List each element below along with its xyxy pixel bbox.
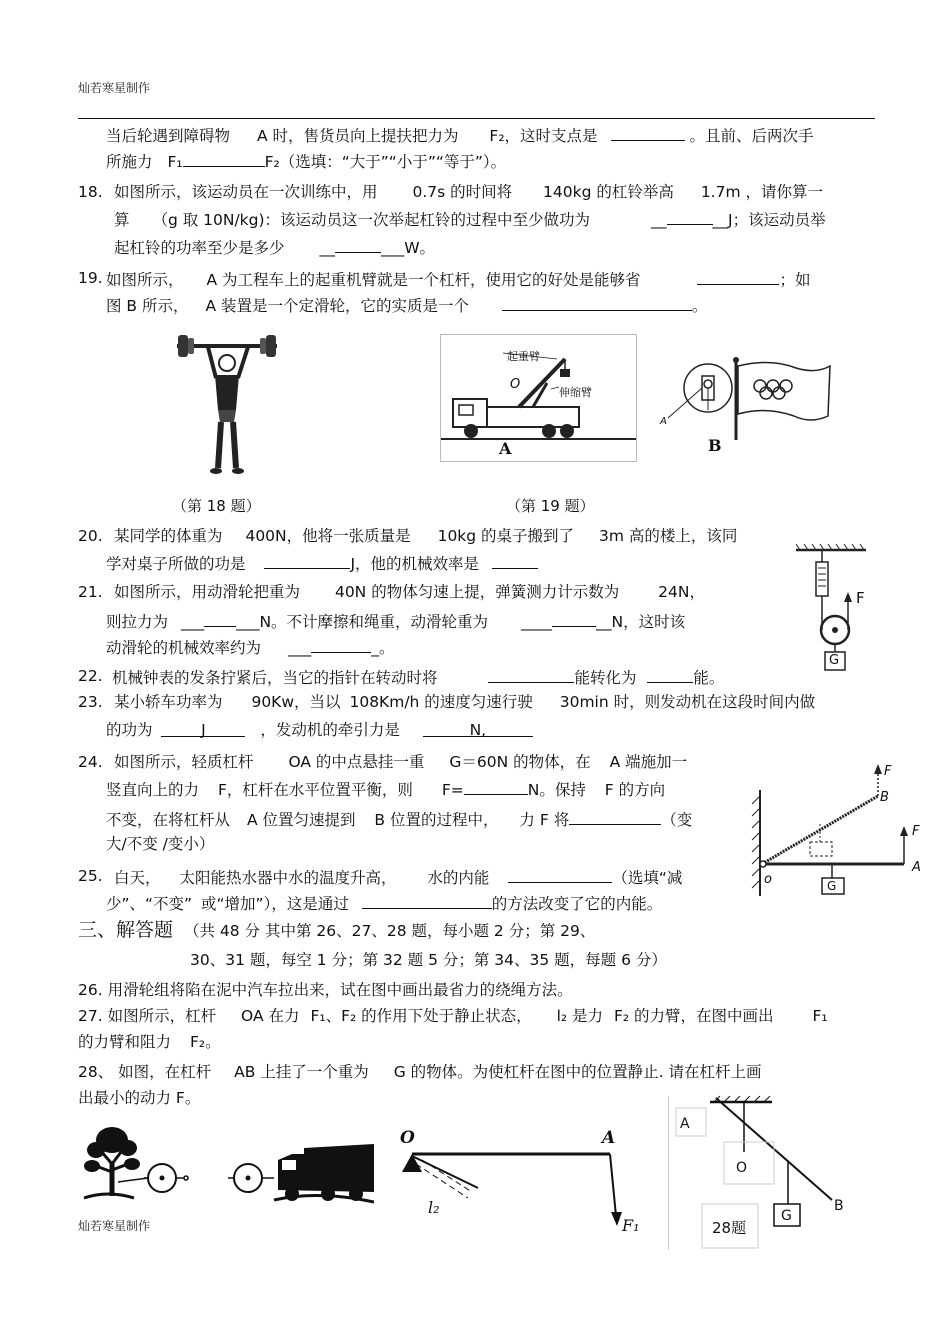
q21-blank-pulley[interactable] [552, 610, 596, 627]
q21-text: _。 [371, 639, 395, 657]
q25-line1 [114, 866, 682, 888]
q18-line3 [114, 236, 435, 258]
q18-text: （g 取 10N/kg)：该运动员这一次举起杠铃的过程中至少做功为 [152, 211, 591, 229]
q23-number: 23. [78, 693, 103, 711]
q24-text: G＝60N 的物体，在 [449, 753, 591, 771]
q17-text: F₂，这时支点是 [489, 127, 598, 145]
q19-line1 [106, 268, 810, 290]
lever-f2-label: F [912, 824, 920, 839]
q18-text: __ [651, 211, 667, 229]
q18-number: 18. [78, 183, 103, 201]
crane-extend-label: 伸缩臂 [559, 386, 592, 399]
q24-text: （变 [661, 811, 693, 829]
crane-a-label: A [499, 439, 512, 458]
q25-blank-method[interactable] [362, 892, 492, 909]
q27-l2-label: l₂ [428, 1198, 440, 1217]
q25-text: （选填“减 [612, 869, 683, 887]
q28-text: 如图，在杠杆 [118, 1063, 212, 1081]
q22-blank-from[interactable] [488, 666, 574, 683]
q21-text: ___ [287, 639, 312, 657]
q24-line1 [114, 752, 687, 772]
q24-line3 [106, 808, 692, 830]
q17-line2 [106, 150, 506, 172]
q25-blank-energy[interactable] [508, 866, 612, 883]
flag-pulley-figure [656, 354, 832, 460]
q20-blank-efficiency[interactable] [492, 552, 538, 569]
q27-line1 [78, 1006, 828, 1026]
q23-text: 的功为 [106, 721, 153, 739]
q19-number: 19. [78, 269, 103, 287]
q28-text: G 的物体。为使杠杆在图中的位置静止. 请在杠杆上画 [393, 1063, 762, 1081]
q21-number: 21. [78, 583, 103, 601]
pulley-truck-figure [78, 1120, 374, 1204]
q18-text: __J；该运动员举 [712, 211, 826, 229]
q17-blank-fulcrum[interactable] [611, 124, 685, 141]
q21-text: ____ [521, 613, 552, 631]
q28-o-label: O [736, 1160, 748, 1176]
movable-pulley-figure [792, 544, 874, 680]
q19-text: 。 [691, 297, 708, 315]
q25-text: 或“增加”），这是通过 [201, 895, 349, 913]
header-rule [78, 118, 875, 119]
q18-text: ___W。 [380, 239, 436, 257]
q20-line2 [106, 552, 538, 574]
q27-text: F₁ [812, 1007, 828, 1025]
q19-blank-essence[interactable] [502, 294, 692, 311]
q25-number: 25. [78, 867, 103, 885]
q27-text: l₂ 是力 [556, 1007, 604, 1025]
q23-text: ，发动机的牵引力是 [260, 721, 400, 739]
q28-a-label: A [680, 1116, 690, 1132]
q21-text: 则拉力为 [106, 613, 169, 631]
q27-a-label: A [602, 1128, 616, 1148]
q24-text: 如图所示，轻质杠杆 [114, 753, 254, 771]
q27-number: 27. [78, 1007, 103, 1025]
q21-line1 [114, 582, 705, 602]
q28-g-label: G [781, 1208, 792, 1224]
q20-number: 20. [78, 527, 103, 545]
q21-line2 [106, 610, 685, 632]
q24-text: A 位置匀速提到 [246, 811, 356, 829]
q28-line1 [78, 1062, 762, 1082]
caption-q19: （第 19 题） [506, 497, 595, 515]
q18-text: 算 [114, 211, 130, 229]
q28-line2: 出最小的动力 F。 [78, 1089, 201, 1107]
q20-text: 400N，他将一张质量是 [245, 527, 411, 545]
lever-q27-figure [394, 1118, 650, 1242]
q27-line2 [78, 1032, 221, 1052]
q21-text: ___ [180, 613, 205, 631]
lever-b-label: B [880, 790, 889, 805]
q18-text: 1.7m ，请你算一 [700, 183, 823, 201]
q22-text: 机械钟表的发条拧紧后，当它的指针在转动时将 [112, 669, 438, 687]
q20-text: 10kg 的桌子搬到了 [437, 527, 575, 545]
q18-blank-work[interactable] [667, 208, 713, 225]
q19-text: A 为工程车上的起重机臂就是一个杠杆，使用它的好处是能够省 [206, 271, 641, 289]
q21-text: ___N。不计摩擦和绳重，动滑轮重为 [236, 613, 489, 631]
q18-text: __ [319, 239, 335, 257]
q20-text: J，他的机械效率是 [350, 555, 480, 573]
q25-text: 水的内能 [427, 869, 490, 887]
q25-text: 的方法改变了它的内能。 [491, 895, 663, 913]
flag-a-label: A [660, 416, 667, 427]
q24-text: F= [441, 781, 464, 799]
q28-caption: 28题 [712, 1219, 747, 1237]
q27-text: F₁、F₂ 的作用下处于静止状态， [310, 1007, 532, 1025]
q19-text: 如图所示， [106, 271, 184, 289]
q23-text: 108Km/h 的速度匀速行驶 [349, 693, 533, 711]
q23-force-unit: N, [469, 721, 487, 739]
q17-text: F₂（选填：“大于”“小于”“等于”）。 [264, 153, 507, 171]
q24-text: A 端施加一 [609, 753, 688, 771]
q20-text: 学对桌子所做的功是 [106, 555, 246, 573]
q23-text: 90Kw，当以 [251, 693, 341, 711]
section3-line2: 30、31 题，每空 1 分；第 32 题 5 分；第 34、35 题，每题 6 分） [190, 951, 667, 969]
section3-line1: （共 48 分 其中第 26、27、28 题，每小题 2 分；第 29、 [183, 922, 596, 940]
q24-line4: 大/不变 /变小） [106, 835, 215, 853]
crane-arm-label: 起重臂 [507, 350, 540, 363]
q24-text: OA 的中点悬挂一重 [288, 753, 425, 771]
lever-q28-figure [668, 1094, 868, 1250]
footer-author: 灿若寒星制作 [78, 1219, 151, 1233]
q27-text: OA 在力 [241, 1007, 300, 1025]
q27-text: F₂ 的力臂，在图中画出 [613, 1007, 774, 1025]
q27-f1-label: F₁ [622, 1216, 640, 1235]
crane-truck-figure [440, 334, 637, 462]
q22-text: 能转化为 [574, 669, 637, 687]
q18-text: 起杠铃的功率至少是多少 [114, 239, 285, 257]
q19-text: A 装置是一个定滑轮，它的实质是一个 [205, 297, 469, 315]
q24-text: F 的方向 [604, 781, 666, 799]
q17-text: 当后轮遇到障碍物 [106, 127, 231, 145]
q23-line2 [106, 720, 533, 740]
q22-text: 能。 [693, 669, 725, 687]
q22-line [112, 666, 724, 688]
q21-text: __N，这时该 [596, 613, 686, 631]
q21-text: 40N 的物体匀速上提，弹簧测力计示数为 [334, 583, 620, 601]
lever-o-label: o [764, 872, 772, 887]
q18-text: 140kg 的杠铃举高 [543, 183, 674, 201]
pulley-f-label: F [856, 589, 865, 607]
lever-g-label: G [827, 879, 837, 893]
q25-text: 太阳能热水器中水的温度升高， [179, 869, 397, 887]
q24-text: B 位置的过程中， [374, 811, 499, 829]
q21-blank-pull[interactable] [204, 610, 236, 627]
q19-text: ；如 [779, 271, 811, 289]
q27-o-label: O [400, 1128, 415, 1148]
q21-text: 24N， [658, 583, 705, 601]
q24-number: 24. [78, 753, 103, 771]
pulley-g-label: G [829, 653, 840, 668]
section3-title: 三、解答题 [78, 919, 174, 941]
q23-blank-work[interactable] [161, 720, 245, 737]
q24-line2 [106, 778, 665, 800]
q21-blank-efficiency[interactable] [311, 636, 371, 653]
q17-blank-compare[interactable] [183, 150, 265, 167]
section3-header [78, 920, 595, 941]
flag-b-label: B [708, 436, 722, 455]
q24-text: 力 F 将 [519, 811, 570, 829]
q26-text: 用滑轮组将陷在泥中汽车拉出来，试在图中画出最省力的绕绳方法。 [107, 981, 573, 999]
q25-text: 少”、“不变” [106, 895, 193, 913]
q18-line2 [114, 208, 826, 230]
q19-blank-advantage[interactable] [697, 268, 779, 285]
header-author: 灿若寒星制作 [78, 81, 151, 95]
q20-blank-work[interactable] [264, 552, 350, 569]
q21-text: 如图所示，用动滑轮把重为 [114, 583, 301, 601]
q26-number: 26. [78, 981, 103, 999]
q18-blank-power[interactable] [335, 236, 381, 253]
q24-text: F，杠杆在水平位置平衡，则 [217, 781, 413, 799]
q21-text: 动滑轮的机械效率约为 [106, 639, 262, 657]
q18-text: 0.7s 的时间将 [412, 183, 513, 201]
q27-text: 的力臂和阻力 [78, 1033, 172, 1051]
q22-blank-to[interactable] [647, 666, 693, 683]
q24-text: 竖直向上的力 [106, 781, 200, 799]
q25-text: 白天， [114, 869, 161, 887]
q18-line1 [114, 182, 823, 202]
q17-text: F₁ [167, 153, 183, 171]
q21-line3 [106, 636, 394, 658]
q23-blank-force[interactable] [423, 720, 533, 737]
lever-a-label: A [912, 860, 921, 875]
q26-line [78, 980, 573, 1000]
q19-text: 图 B 所示， [106, 297, 189, 315]
q25-line2 [106, 892, 662, 914]
lever-f1-label: F [884, 764, 892, 779]
q19-line2 [106, 294, 707, 316]
q17-text: 。且前、后两次手 [689, 127, 814, 145]
q24-blank-change[interactable] [569, 808, 661, 825]
q27-text: 如图所示，杠杆 [107, 1007, 217, 1025]
q22-number: 22. [78, 667, 103, 685]
q17-text: 所施力 [106, 153, 153, 171]
q17-text: A 时，售货员向上提扶把力为 [256, 127, 459, 145]
q20-line1 [114, 526, 737, 546]
caption-q18: （第 18 题） [172, 497, 261, 515]
q24-text: 不变，在将杠杆从 [106, 811, 231, 829]
q28-b-label: B [834, 1198, 844, 1214]
q20-text: 某同学的体重为 [114, 527, 223, 545]
q23-text: 30min 时，则发动机在这段时间内做 [559, 693, 816, 711]
q17-line1 [106, 124, 813, 146]
q18-text: 如图所示，该运动员在一次训练中，用 [114, 183, 378, 201]
q23-work-unit: J [201, 721, 206, 739]
crane-o-label: O [510, 377, 521, 392]
q24-text: N。保持 [527, 781, 586, 799]
q28-number: 28、 [78, 1063, 114, 1081]
weightlifter-figure [172, 330, 282, 478]
q24-blank-force[interactable] [464, 778, 528, 795]
q23-text: 某小轿车功率为 [114, 693, 223, 711]
lever-oa-figure [744, 756, 932, 898]
q23-line1 [114, 692, 815, 712]
q28-text: AB 上挂了一个重为 [234, 1063, 369, 1081]
q27-text: F₂。 [189, 1033, 221, 1051]
q20-text: 3m 高的楼上，该同 [598, 527, 738, 545]
